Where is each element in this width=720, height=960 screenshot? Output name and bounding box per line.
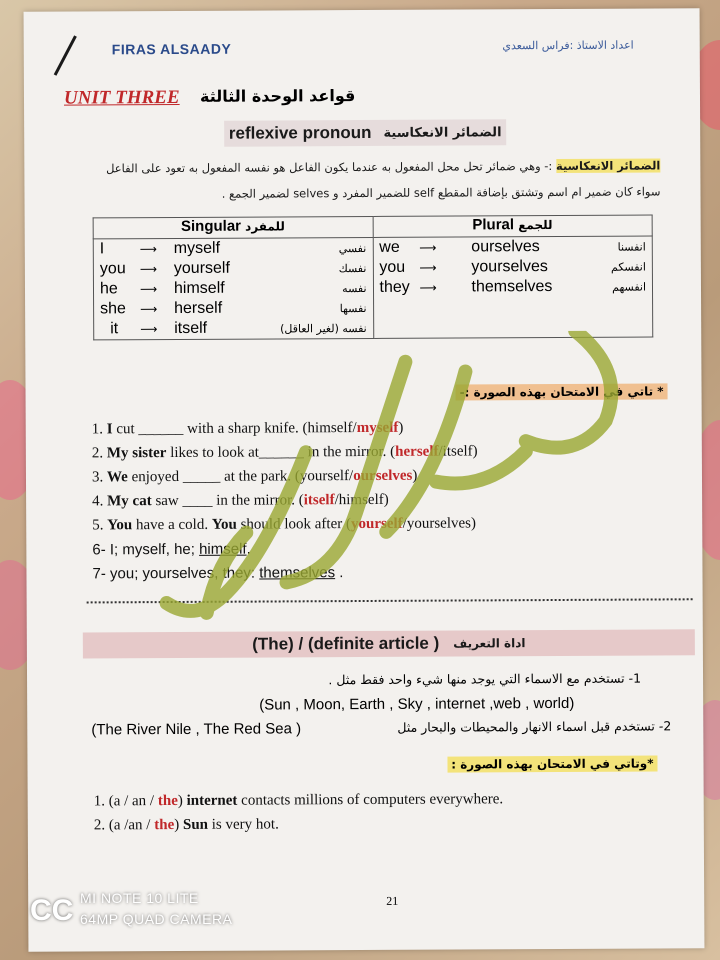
table-row: it ⟶ itself نفسه (لغير العاقل) [110,319,367,338]
rule-1-examples: (Sun , Moon, Earth , Sky , internet ,web , world) [259,694,575,714]
rule-2-arabic: 2- تستخدم قبل اسماء الانهار والمحيطات والبحار مثل [397,718,672,735]
dotted-divider [87,598,693,603]
arrow-icon: ⟶ [419,260,437,275]
camera-spec: 64MP QUAD CAMERA [80,911,233,927]
exercise-5: 5. You have a cold. You should look after (yourself/yourselves) [92,515,477,534]
arrow-icon: ⟶ [419,240,437,255]
exercise-3: 3. We enjoyed _____ at the park. (yourself/ourselves) [91,467,418,486]
arrow-icon: ⟶ [139,282,158,297]
article-exercise-1: 1. (a / an / the) internet contacts millions of computers everywhere. [93,791,504,810]
plural-header: Plural للجمع [373,215,653,237]
reflexive-pronoun-table [93,214,654,340]
arrow-icon: ⟶ [139,262,158,277]
article-exercise-2: 2. (a /an / the) Sun is very hot. [93,816,279,834]
arrow-icon: ⟶ [419,280,437,295]
page-number: 21 [386,893,399,908]
unit-title-arabic: قواعد الوحدة الثالثة [199,86,356,106]
unit-title: UNIT THREE [63,86,180,109]
camera-model: MI NOTE 10 LITE [80,890,199,906]
definition-line-1: الضمائر الانعكاسية :- وهي ضمائر تحل محل المفعول به عندما يكون الفاعل هو نفسه المفعول به تعود على الفاعل [106,158,661,176]
exercise-7: 7- you; yourselves, they: themselves . [92,564,344,583]
table-row: you ⟶ yourselves انفسكم [379,258,646,276]
plural-cell [373,236,653,338]
arrow-icon: ⟶ [140,322,158,337]
exercise-4: 4. My cat saw ____ in the mirror. (itself/himself) [92,491,389,510]
pen-slash-mark [54,35,77,75]
singular-header: Singular للمفرد [93,216,373,238]
section-arabic: اداة التعريف [453,636,526,651]
topic-arabic: الضمائر الانعكاسية [383,124,502,141]
arrow-icon: ⟶ [139,242,158,257]
table-row: you ⟶ yourself نفسك [99,259,367,278]
author-name-arabic: اعداد الاستاذ :فراس السعدي [502,38,634,53]
worksheet-page [24,8,705,952]
exercise-6: 6- I; myself, he; himself. [92,540,251,559]
table-row: he ⟶ himself نفسه [99,279,367,298]
definite-article-heading [83,629,695,658]
definition-term: الضمائر الانعكاسية [555,158,661,173]
author-name: FIRAS ALSAADY [111,40,232,58]
table-row: we ⟶ ourselves انفسنا [379,238,646,256]
topic-english: reflexive pronoun [228,122,372,143]
rule-2-examples: (The River Nile , The Red Sea ) [91,720,302,739]
singular-cell [93,237,373,339]
exam-heading-1: * تاتي في الامتحان بهذه الصورة :- [456,384,668,399]
camera-logo: CC [30,894,74,927]
exercise-2: 2. My sister likes to look at______ in the mirror. (herself/itself) [91,443,478,462]
rule-1-arabic: 1- تستخدم مع الاسماء التي يوجد منها شيء واحد فقط مثل . [328,670,642,688]
table-row: they ⟶ themselves انفسهم [379,278,647,296]
exam-heading-2: *وتاتي في الامتحان بهذه الصورة : [447,756,657,771]
table-row: I ⟶ myself نفسي [99,239,367,258]
section-english: (The) / (definite article ) [252,633,440,654]
topic-heading [224,119,506,146]
arrow-icon: ⟶ [140,302,158,317]
exercise-1: 1. I cut ______ with a sharp knife. (himself/myself) [91,419,404,438]
rule-2-line [91,718,671,738]
definition-line-2: سواء كان ضمير ام اسم وتشتق بإضافة المقطع self للضمير المفرد و selves لضمير الجمع . [221,184,661,201]
table-row: she ⟶ herself نفسها [100,299,367,318]
